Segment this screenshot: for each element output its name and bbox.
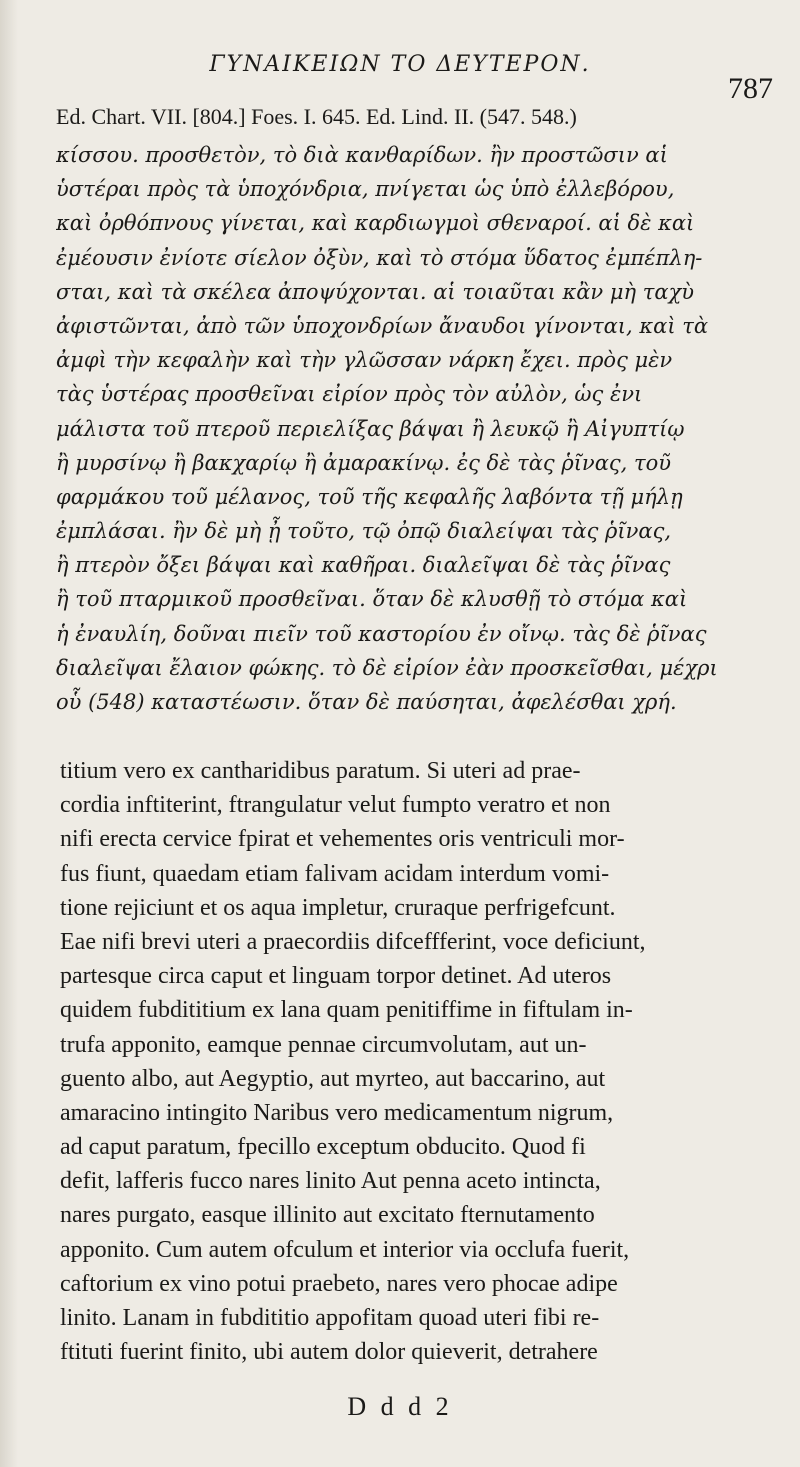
latin-line: quidem fubdititium ex lana quam penitiffime in fiftulam in- bbox=[60, 997, 633, 1024]
latin-line: nares purgato, easque illinito aut excitato fternutamento bbox=[60, 1202, 595, 1229]
greek-line: μάλιστα τοῦ πτεροῦ περιελίξας βάψαι ἢ λευκῷ ἢ Αἰγυπτίῳ bbox=[56, 416, 685, 441]
greek-line: ἡ ἐναυλίη, δοῦναι πιεῖν τοῦ καστορίου ἐν οἴνῳ. τὰς δὲ ῥῖνας bbox=[56, 621, 707, 646]
greek-line: ὑστέραι πρὸς τὰ ὑποχόνδρια, πνίγεται ὡς ὑπὸ ἐλλεβόρου, bbox=[56, 177, 675, 202]
greek-line: ἢ πτερὸν ὄξει βάψαι καὶ καθῆραι. διαλεῖψαι δὲ τὰς ῥῖνας bbox=[56, 553, 671, 578]
latin-line: defit, lafferis fucco nares linito Aut penna aceto intincta, bbox=[60, 1168, 601, 1195]
latin-line: guento albo, aut Aegyptio, aut myrteo, aut baccarino, aut bbox=[60, 1065, 606, 1092]
greek-line: κίσσου. προσθετὸν, τὸ διὰ κανθαρίδων. ἢν προστῶσιν αἱ bbox=[56, 143, 668, 167]
greek-line: ἀμφὶ τὴν κεφαλὴν καὶ τὴν γλῶσσαν νάρκη ἔχει. πρὸς μὲν bbox=[56, 348, 673, 373]
latin-line: apponito. Cum autem ofculum et interior via occlufa fuerit, bbox=[60, 1236, 630, 1263]
latin-text-block bbox=[60, 754, 792, 1369]
edition-reference-line: Ed. Chart. VII. [804.] Foes. I. 645. Ed. Lind. II. (547. 548.) bbox=[56, 104, 577, 129]
latin-line: ad caput paratum, fpecillo exceptum obducito. Quod fi bbox=[60, 1134, 586, 1161]
latin-line: tione rejiciunt et os aqua impletur, cruraque perfrigefcunt. bbox=[60, 894, 616, 921]
latin-line: titium vero ex cantharidibus paratum. Si uteri ad prae- bbox=[60, 758, 581, 784]
page-shadow-edge bbox=[0, 0, 18, 1467]
latin-line: fus fiunt, quaedam etiam falivam acidam interdum vomi- bbox=[60, 860, 610, 887]
latin-line: caftorium ex vino potui praebeto, nares vero phocae adipe bbox=[60, 1270, 618, 1297]
greek-line: ἢ τοῦ πταρμικοῦ προσθεῖναι. ὅταν δὲ κλυσθῇ τὸ στόμα καὶ bbox=[56, 587, 688, 612]
signature-mark: D d d 2 bbox=[347, 1392, 453, 1421]
greek-line: ἀφιστῶνται, ἀπὸ τῶν ὑποχονδρίων ἄναυδοι γίνονται, καὶ τὰ bbox=[56, 313, 709, 338]
latin-line: ftituti fuerint finito, ubi autem dolor quieverit, detrahere bbox=[60, 1339, 598, 1366]
greek-line: ἐμέουσιν ἐνίοτε σίελον ὀξὺν, καὶ τὸ στόμα ὕδατος ἐμπέπλη- bbox=[56, 245, 703, 270]
greek-line: ἐμπλάσαι. ἢν δὲ μὴ ᾖ τοῦτο, τῷ ὀπῷ διαλείψαι τὰς ῥῖνας, bbox=[56, 519, 672, 544]
latin-line: cordia inftiterint, ftrangulatur velut fumpto veratro et non bbox=[60, 792, 611, 819]
greek-text-block bbox=[56, 138, 792, 719]
page-number: 787 bbox=[728, 72, 773, 105]
running-head: ΓΥΝΑΙΚΕΙΩΝ ΤΟ ΔΕΥΤΕΡΟΝ. bbox=[209, 52, 591, 77]
latin-line: trufa apponito, eamque pennae circumvolutam, aut un- bbox=[60, 1031, 587, 1058]
greek-line: διαλεῖψαι ἔλαιον φώκης. τὸ δὲ εἰρίον ἐὰν προσκεῖσθαι, μέχρι bbox=[56, 655, 718, 680]
greek-line: οὗ (548) καταστέωσιν. ὅταν δὲ παύσηται, ἀφελέσθαι χρή. bbox=[56, 690, 677, 714]
latin-line: Eae nifi brevi uteri a praecordiis difceffferint, voce deficiunt, bbox=[60, 928, 646, 955]
greek-line: ἢ μυρσίνῳ ἢ βακχαρίῳ ἢ ἀμαρακίνῳ. ἐς δὲ τὰς ῥῖνας, τοῦ bbox=[56, 450, 672, 475]
latin-line: linito. Lanam in fubdititio appofitam quoad uteri fibi re- bbox=[60, 1305, 600, 1331]
greek-line: καὶ ὀρθόπνους γίνεται, καὶ καρδιωγμοὶ σθεναροί. αἱ δὲ καὶ bbox=[56, 211, 695, 236]
greek-line: φαρμάκου τοῦ μέλανος, τοῦ τῆς κεφαλῆς λαβόντα τῇ μήλῃ bbox=[56, 484, 683, 509]
latin-line: nifi erecta cervice fpirat et vehementes oris ventriculi mor- bbox=[60, 826, 625, 853]
greek-line: τὰς ὑστέρας προσθεῖναι εἰρίον πρὸς τὸν αὐλὸν, ὡς ἐνι bbox=[56, 382, 643, 407]
greek-line: σται, καὶ τὰ σκέλεα ἀποψύχονται. αἱ τοιαῦται κἂν μὴ ταχὺ bbox=[56, 279, 695, 304]
latin-line: partesque circa caput et linguam torpor detinet. Ad uteros bbox=[60, 963, 612, 990]
latin-line: amaracino intingito Naribus vero medicamentum nigrum, bbox=[60, 1099, 614, 1126]
